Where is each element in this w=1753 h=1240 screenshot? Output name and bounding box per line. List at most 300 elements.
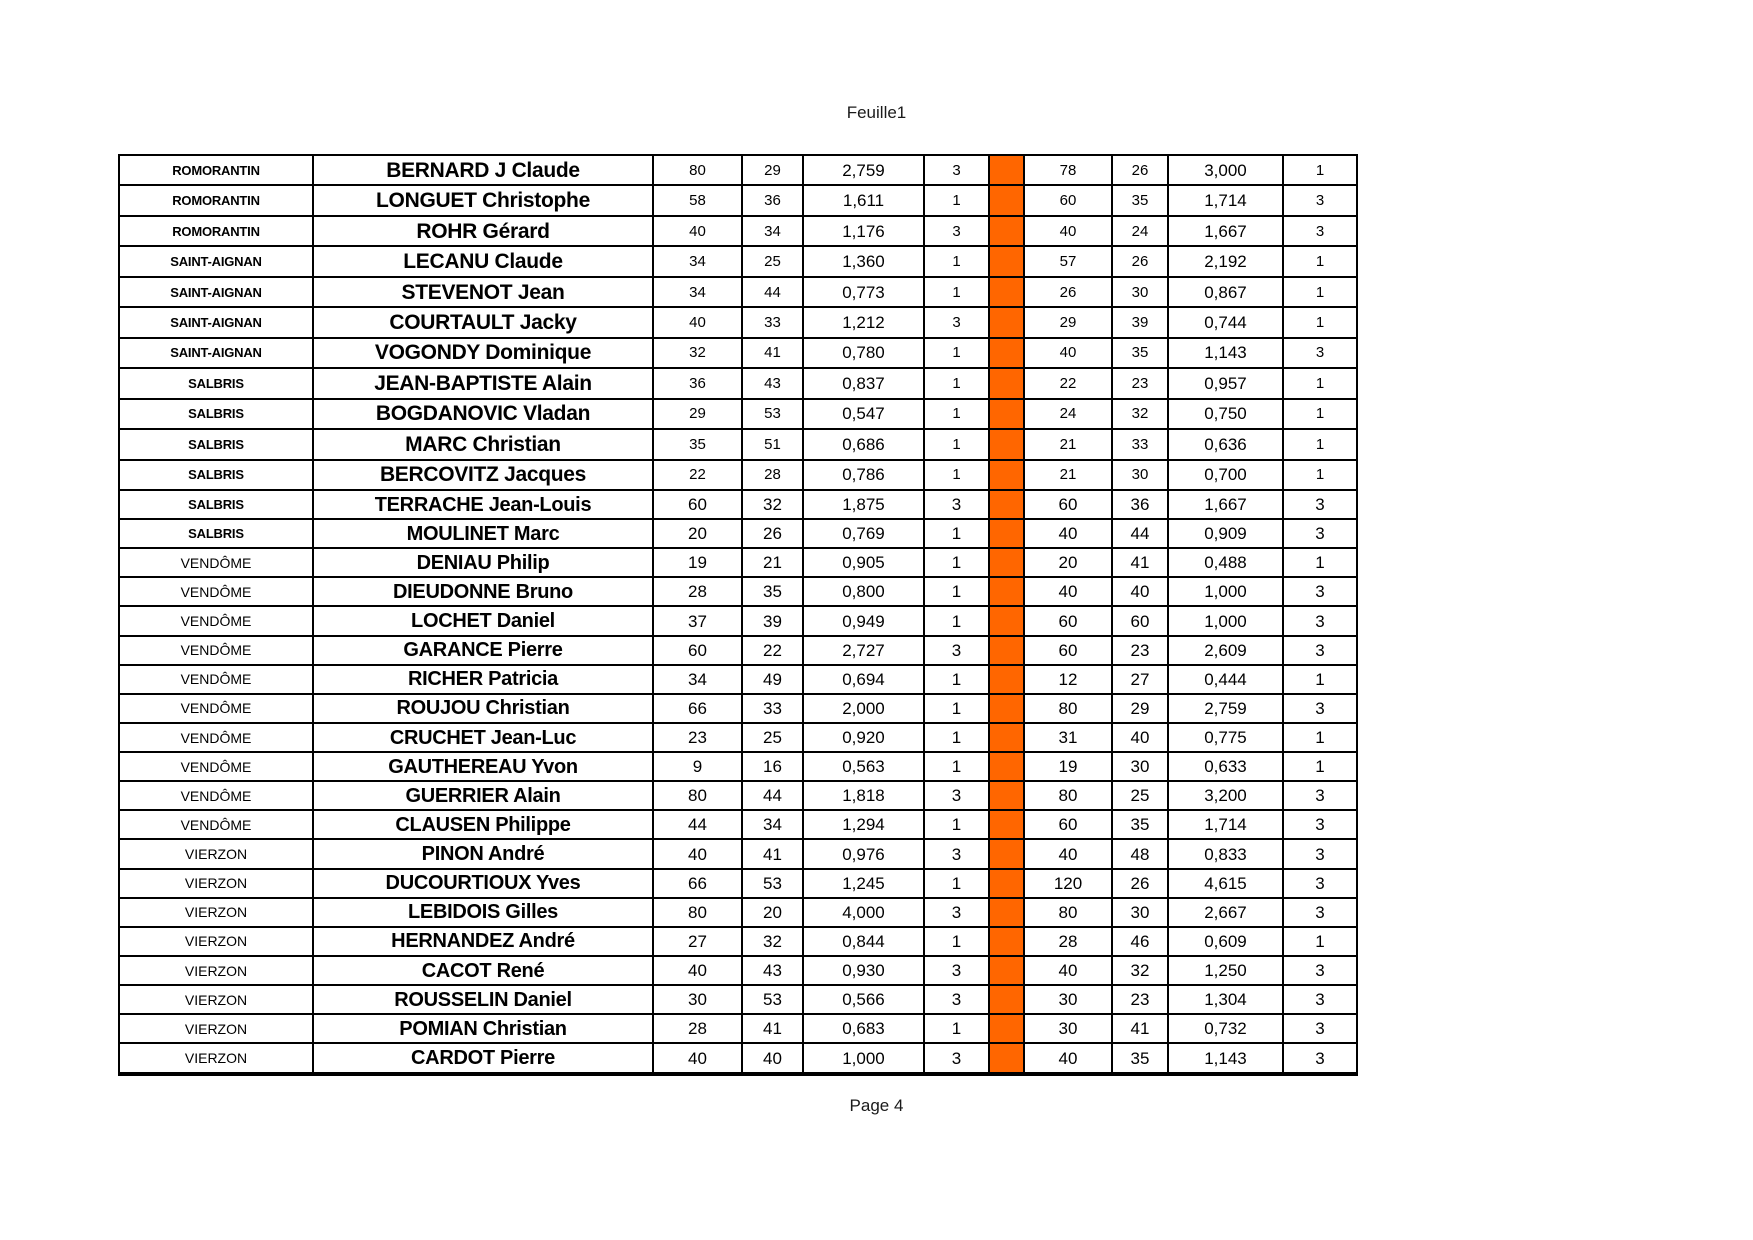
- player-name-cell: CRUCHET Jean-Luc: [313, 723, 653, 752]
- value2-cell: 36: [742, 185, 803, 215]
- table-row: [119, 723, 1357, 752]
- ratio1-cell: 0,769: [803, 519, 924, 548]
- city-cell: ROMORANTIN: [119, 216, 313, 246]
- ratio1-cell: 1,000: [803, 1043, 924, 1074]
- player-name-cell: PINON André: [313, 839, 653, 868]
- value3-cell: 26: [1024, 277, 1112, 307]
- value3-cell: 31: [1024, 723, 1112, 752]
- player-name-cell: CLAUSEN Philippe: [313, 810, 653, 839]
- ratio2-cell: 1,667: [1168, 216, 1283, 246]
- value4-cell: 32: [1112, 399, 1168, 429]
- value1-cell: 58: [653, 185, 742, 215]
- table-row: [119, 519, 1357, 548]
- player-name-cell: DENIAU Philip: [313, 548, 653, 577]
- separator-cell: [989, 810, 1024, 839]
- separator-cell: [989, 985, 1024, 1014]
- city-cell: SALBRIS: [119, 519, 313, 548]
- ratio2-cell: 0,775: [1168, 723, 1283, 752]
- group1-cell: 1: [924, 460, 989, 490]
- city-cell: VENDÔME: [119, 665, 313, 694]
- ratio2-cell: 2,192: [1168, 246, 1283, 276]
- value2-cell: 16: [742, 752, 803, 781]
- ratio2-cell: 0,909: [1168, 519, 1283, 548]
- group1-cell: 3: [924, 636, 989, 665]
- table-row: [119, 490, 1357, 519]
- value3-cell: 80: [1024, 781, 1112, 810]
- group2-cell: 3: [1283, 810, 1357, 839]
- value3-cell: 21: [1024, 460, 1112, 490]
- group1-cell: 1: [924, 752, 989, 781]
- table-row: [119, 460, 1357, 490]
- city-cell: SAINT-AIGNAN: [119, 338, 313, 368]
- value2-cell: 51: [742, 429, 803, 459]
- value2-cell: 41: [742, 338, 803, 368]
- value2-cell: 33: [742, 694, 803, 723]
- value2-cell: 21: [742, 548, 803, 577]
- group1-cell: 3: [924, 985, 989, 1014]
- separator-cell: [989, 956, 1024, 985]
- ratio1-cell: 0,780: [803, 338, 924, 368]
- separator-cell: [989, 429, 1024, 459]
- ratio2-cell: 3,200: [1168, 781, 1283, 810]
- player-name-cell: RICHER Patricia: [313, 665, 653, 694]
- group2-cell: 3: [1283, 898, 1357, 927]
- value4-cell: 24: [1112, 216, 1168, 246]
- separator-cell: [989, 927, 1024, 956]
- group2-cell: 3: [1283, 185, 1357, 215]
- ratio1-cell: 0,683: [803, 1014, 924, 1043]
- value4-cell: 30: [1112, 898, 1168, 927]
- group2-cell: 3: [1283, 577, 1357, 606]
- city-cell: SAINT-AIGNAN: [119, 246, 313, 276]
- value3-cell: 80: [1024, 694, 1112, 723]
- player-name-cell: LONGUET Christophe: [313, 185, 653, 215]
- value4-cell: 39: [1112, 307, 1168, 337]
- city-cell: VENDÔME: [119, 694, 313, 723]
- value2-cell: 43: [742, 956, 803, 985]
- value3-cell: 60: [1024, 490, 1112, 519]
- player-name-cell: BERNARD J Claude: [313, 155, 653, 185]
- group1-cell: 1: [924, 368, 989, 398]
- ratio1-cell: 0,694: [803, 665, 924, 694]
- table-row: [119, 694, 1357, 723]
- group1-cell: 3: [924, 956, 989, 985]
- group2-cell: 3: [1283, 636, 1357, 665]
- city-cell: VIERZON: [119, 898, 313, 927]
- value3-cell: 29: [1024, 307, 1112, 337]
- player-name-cell: GARANCE Pierre: [313, 636, 653, 665]
- value1-cell: 80: [653, 898, 742, 927]
- value2-cell: 29: [742, 155, 803, 185]
- value4-cell: 41: [1112, 548, 1168, 577]
- table-row: [119, 338, 1357, 368]
- value1-cell: 37: [653, 606, 742, 635]
- separator-cell: [989, 781, 1024, 810]
- group2-cell: 3: [1283, 519, 1357, 548]
- value2-cell: 49: [742, 665, 803, 694]
- ratio2-cell: 0,636: [1168, 429, 1283, 459]
- value3-cell: 80: [1024, 898, 1112, 927]
- value2-cell: 32: [742, 927, 803, 956]
- group1-cell: 1: [924, 927, 989, 956]
- ratio1-cell: 0,920: [803, 723, 924, 752]
- value3-cell: 19: [1024, 752, 1112, 781]
- table-row: [119, 368, 1357, 398]
- value1-cell: 9: [653, 752, 742, 781]
- value4-cell: 25: [1112, 781, 1168, 810]
- group1-cell: 3: [924, 898, 989, 927]
- ratio2-cell: 1,667: [1168, 490, 1283, 519]
- value3-cell: 40: [1024, 577, 1112, 606]
- city-cell: VENDÔME: [119, 606, 313, 635]
- value2-cell: 34: [742, 216, 803, 246]
- ratio1-cell: 1,875: [803, 490, 924, 519]
- value3-cell: 40: [1024, 839, 1112, 868]
- value1-cell: 28: [653, 577, 742, 606]
- table-row: [119, 898, 1357, 927]
- separator-cell: [989, 155, 1024, 185]
- group2-cell: 3: [1283, 985, 1357, 1014]
- ratio2-cell: 1,000: [1168, 606, 1283, 635]
- value2-cell: 39: [742, 606, 803, 635]
- group1-cell: 3: [924, 307, 989, 337]
- table-row: [119, 246, 1357, 276]
- group2-cell: 3: [1283, 694, 1357, 723]
- value1-cell: 40: [653, 307, 742, 337]
- group1-cell: 1: [924, 519, 989, 548]
- city-cell: VENDÔME: [119, 636, 313, 665]
- separator-cell: [989, 368, 1024, 398]
- group2-cell: 1: [1283, 752, 1357, 781]
- player-name-cell: VOGONDY Dominique: [313, 338, 653, 368]
- player-name-cell: GAUTHEREAU Yvon: [313, 752, 653, 781]
- value3-cell: 40: [1024, 519, 1112, 548]
- player-name-cell: TERRACHE Jean-Louis: [313, 490, 653, 519]
- group1-cell: 3: [924, 781, 989, 810]
- group1-cell: 1: [924, 577, 989, 606]
- ratio2-cell: 1,714: [1168, 185, 1283, 215]
- value1-cell: 66: [653, 869, 742, 898]
- separator-cell: [989, 519, 1024, 548]
- value1-cell: 80: [653, 781, 742, 810]
- separator-cell: [989, 277, 1024, 307]
- value4-cell: 26: [1112, 246, 1168, 276]
- player-name-cell: ROUSSELIN Daniel: [313, 985, 653, 1014]
- group1-cell: 1: [924, 277, 989, 307]
- group2-cell: 1: [1283, 460, 1357, 490]
- value3-cell: 30: [1024, 1014, 1112, 1043]
- separator-cell: [989, 490, 1024, 519]
- ratio2-cell: 1,304: [1168, 985, 1283, 1014]
- table-row: [119, 927, 1357, 956]
- separator-cell: [989, 898, 1024, 927]
- value4-cell: 41: [1112, 1014, 1168, 1043]
- value2-cell: 25: [742, 723, 803, 752]
- ratio1-cell: 0,773: [803, 277, 924, 307]
- group1-cell: 1: [924, 810, 989, 839]
- value4-cell: 35: [1112, 338, 1168, 368]
- table-row: [119, 1014, 1357, 1043]
- group2-cell: 1: [1283, 307, 1357, 337]
- table-row: [119, 636, 1357, 665]
- table-row: [119, 399, 1357, 429]
- ratio2-cell: 2,667: [1168, 898, 1283, 927]
- separator-cell: [989, 752, 1024, 781]
- group1-cell: 3: [924, 490, 989, 519]
- table-row: [119, 1043, 1357, 1074]
- value1-cell: 23: [653, 723, 742, 752]
- ratio1-cell: 1,294: [803, 810, 924, 839]
- ratio2-cell: 2,609: [1168, 636, 1283, 665]
- separator-cell: [989, 460, 1024, 490]
- group1-cell: 3: [924, 839, 989, 868]
- city-cell: VENDÔME: [119, 781, 313, 810]
- player-name-cell: MOULINET Marc: [313, 519, 653, 548]
- player-name-cell: COURTAULT Jacky: [313, 307, 653, 337]
- value1-cell: 36: [653, 368, 742, 398]
- ratio2-cell: 2,759: [1168, 694, 1283, 723]
- group1-cell: 1: [924, 1014, 989, 1043]
- value3-cell: 20: [1024, 548, 1112, 577]
- separator-cell: [989, 694, 1024, 723]
- ratio1-cell: 1,212: [803, 307, 924, 337]
- ratio1-cell: 2,759: [803, 155, 924, 185]
- group1-cell: 1: [924, 246, 989, 276]
- table-row: [119, 155, 1357, 185]
- value1-cell: 19: [653, 548, 742, 577]
- value3-cell: 21: [1024, 429, 1112, 459]
- player-name-cell: LEBIDOIS Gilles: [313, 898, 653, 927]
- separator-cell: [989, 338, 1024, 368]
- group1-cell: 1: [924, 429, 989, 459]
- value3-cell: 60: [1024, 185, 1112, 215]
- value3-cell: 12: [1024, 665, 1112, 694]
- ratio1-cell: 1,360: [803, 246, 924, 276]
- value4-cell: 40: [1112, 723, 1168, 752]
- ratio1-cell: 0,837: [803, 368, 924, 398]
- ratio1-cell: 2,727: [803, 636, 924, 665]
- player-name-cell: STEVENOT Jean: [313, 277, 653, 307]
- table-row: [119, 185, 1357, 215]
- value2-cell: 44: [742, 781, 803, 810]
- results-table: [118, 154, 1358, 1076]
- value1-cell: 44: [653, 810, 742, 839]
- value2-cell: 28: [742, 460, 803, 490]
- city-cell: VIERZON: [119, 839, 313, 868]
- value4-cell: 23: [1112, 985, 1168, 1014]
- value2-cell: 34: [742, 810, 803, 839]
- value3-cell: 60: [1024, 606, 1112, 635]
- separator-cell: [989, 307, 1024, 337]
- city-cell: VENDÔME: [119, 548, 313, 577]
- ratio1-cell: 0,905: [803, 548, 924, 577]
- value4-cell: 23: [1112, 368, 1168, 398]
- separator-cell: [989, 216, 1024, 246]
- group2-cell: 1: [1283, 399, 1357, 429]
- city-cell: VIERZON: [119, 985, 313, 1014]
- value4-cell: 35: [1112, 810, 1168, 839]
- group2-cell: 1: [1283, 246, 1357, 276]
- value3-cell: 24: [1024, 399, 1112, 429]
- value4-cell: 48: [1112, 839, 1168, 868]
- value2-cell: 41: [742, 1014, 803, 1043]
- ratio2-cell: 0,609: [1168, 927, 1283, 956]
- city-cell: VIERZON: [119, 1014, 313, 1043]
- group1-cell: 1: [924, 185, 989, 215]
- value1-cell: 80: [653, 155, 742, 185]
- value1-cell: 32: [653, 338, 742, 368]
- city-cell: ROMORANTIN: [119, 185, 313, 215]
- player-name-cell: JEAN-BAPTISTE Alain: [313, 368, 653, 398]
- value1-cell: 66: [653, 694, 742, 723]
- ratio1-cell: 0,976: [803, 839, 924, 868]
- value4-cell: 26: [1112, 155, 1168, 185]
- table-row: [119, 577, 1357, 606]
- player-name-cell: CARDOT Pierre: [313, 1043, 653, 1074]
- value2-cell: 41: [742, 839, 803, 868]
- table-row: [119, 277, 1357, 307]
- group1-cell: 1: [924, 665, 989, 694]
- value3-cell: 30: [1024, 985, 1112, 1014]
- ratio2-cell: 0,833: [1168, 839, 1283, 868]
- group2-cell: 1: [1283, 429, 1357, 459]
- ratio1-cell: 1,176: [803, 216, 924, 246]
- table-row: [119, 985, 1357, 1014]
- group2-cell: 3: [1283, 956, 1357, 985]
- value1-cell: 40: [653, 956, 742, 985]
- value4-cell: 46: [1112, 927, 1168, 956]
- group2-cell: 3: [1283, 781, 1357, 810]
- value4-cell: 27: [1112, 665, 1168, 694]
- group1-cell: 1: [924, 548, 989, 577]
- player-name-cell: GUERRIER Alain: [313, 781, 653, 810]
- ratio2-cell: 0,744: [1168, 307, 1283, 337]
- value2-cell: 20: [742, 898, 803, 927]
- group1-cell: 1: [924, 606, 989, 635]
- table-row: [119, 665, 1357, 694]
- ratio2-cell: 0,444: [1168, 665, 1283, 694]
- separator-cell: [989, 1014, 1024, 1043]
- group1-cell: 3: [924, 216, 989, 246]
- separator-cell: [989, 606, 1024, 635]
- player-name-cell: LECANU Claude: [313, 246, 653, 276]
- ratio1-cell: 0,930: [803, 956, 924, 985]
- group2-cell: 3: [1283, 216, 1357, 246]
- group1-cell: 1: [924, 399, 989, 429]
- value4-cell: 30: [1112, 460, 1168, 490]
- value4-cell: 30: [1112, 752, 1168, 781]
- value1-cell: 28: [653, 1014, 742, 1043]
- value2-cell: 32: [742, 490, 803, 519]
- group1-cell: 3: [924, 155, 989, 185]
- group2-cell: 3: [1283, 606, 1357, 635]
- ratio1-cell: 2,000: [803, 694, 924, 723]
- ratio1-cell: 0,844: [803, 927, 924, 956]
- city-cell: SAINT-AIGNAN: [119, 277, 313, 307]
- table-row: [119, 781, 1357, 810]
- value2-cell: 40: [742, 1043, 803, 1074]
- value3-cell: 60: [1024, 810, 1112, 839]
- value2-cell: 53: [742, 869, 803, 898]
- value3-cell: 40: [1024, 956, 1112, 985]
- group2-cell: 1: [1283, 927, 1357, 956]
- ratio1-cell: 0,800: [803, 577, 924, 606]
- value3-cell: 28: [1024, 927, 1112, 956]
- ratio2-cell: 0,957: [1168, 368, 1283, 398]
- table-row: [119, 429, 1357, 459]
- ratio2-cell: 0,700: [1168, 460, 1283, 490]
- city-cell: VENDÔME: [119, 810, 313, 839]
- city-cell: VIERZON: [119, 956, 313, 985]
- separator-cell: [989, 665, 1024, 694]
- table-row: [119, 307, 1357, 337]
- value1-cell: 34: [653, 277, 742, 307]
- player-name-cell: ROHR Gérard: [313, 216, 653, 246]
- ratio1-cell: 0,786: [803, 460, 924, 490]
- value4-cell: 35: [1112, 1043, 1168, 1074]
- city-cell: SALBRIS: [119, 490, 313, 519]
- city-cell: VIERZON: [119, 869, 313, 898]
- group1-cell: 3: [924, 1043, 989, 1074]
- value3-cell: 78: [1024, 155, 1112, 185]
- value1-cell: 22: [653, 460, 742, 490]
- value1-cell: 40: [653, 1043, 742, 1074]
- ratio1-cell: 4,000: [803, 898, 924, 927]
- ratio2-cell: 1,000: [1168, 577, 1283, 606]
- city-cell: VENDÔME: [119, 723, 313, 752]
- separator-cell: [989, 548, 1024, 577]
- player-name-cell: CACOT René: [313, 956, 653, 985]
- table-row: [119, 839, 1357, 868]
- ratio1-cell: 1,611: [803, 185, 924, 215]
- value1-cell: 40: [653, 216, 742, 246]
- table-row: [119, 752, 1357, 781]
- group1-cell: 1: [924, 694, 989, 723]
- city-cell: SALBRIS: [119, 368, 313, 398]
- value2-cell: 25: [742, 246, 803, 276]
- value2-cell: 33: [742, 307, 803, 337]
- value2-cell: 26: [742, 519, 803, 548]
- ratio1-cell: 0,566: [803, 985, 924, 1014]
- separator-cell: [989, 399, 1024, 429]
- value4-cell: 32: [1112, 956, 1168, 985]
- value4-cell: 60: [1112, 606, 1168, 635]
- value2-cell: 22: [742, 636, 803, 665]
- separator-cell: [989, 185, 1024, 215]
- value3-cell: 22: [1024, 368, 1112, 398]
- separator-cell: [989, 839, 1024, 868]
- table-row: [119, 606, 1357, 635]
- ratio1-cell: 0,547: [803, 399, 924, 429]
- value1-cell: 34: [653, 665, 742, 694]
- player-name-cell: DUCOURTIOUX Yves: [313, 869, 653, 898]
- player-name-cell: POMIAN Christian: [313, 1014, 653, 1043]
- separator-cell: [989, 246, 1024, 276]
- group1-cell: 1: [924, 869, 989, 898]
- value1-cell: 60: [653, 490, 742, 519]
- ratio1-cell: 0,563: [803, 752, 924, 781]
- separator-cell: [989, 577, 1024, 606]
- player-name-cell: DIEUDONNE Bruno: [313, 577, 653, 606]
- ratio2-cell: 0,750: [1168, 399, 1283, 429]
- ratio2-cell: 1,714: [1168, 810, 1283, 839]
- value4-cell: 40: [1112, 577, 1168, 606]
- separator-cell: [989, 1043, 1024, 1074]
- sheet-title: Feuille1: [846, 103, 907, 122]
- group2-cell: 3: [1283, 1014, 1357, 1043]
- group2-cell: 1: [1283, 665, 1357, 694]
- city-cell: VIERZON: [119, 1043, 313, 1074]
